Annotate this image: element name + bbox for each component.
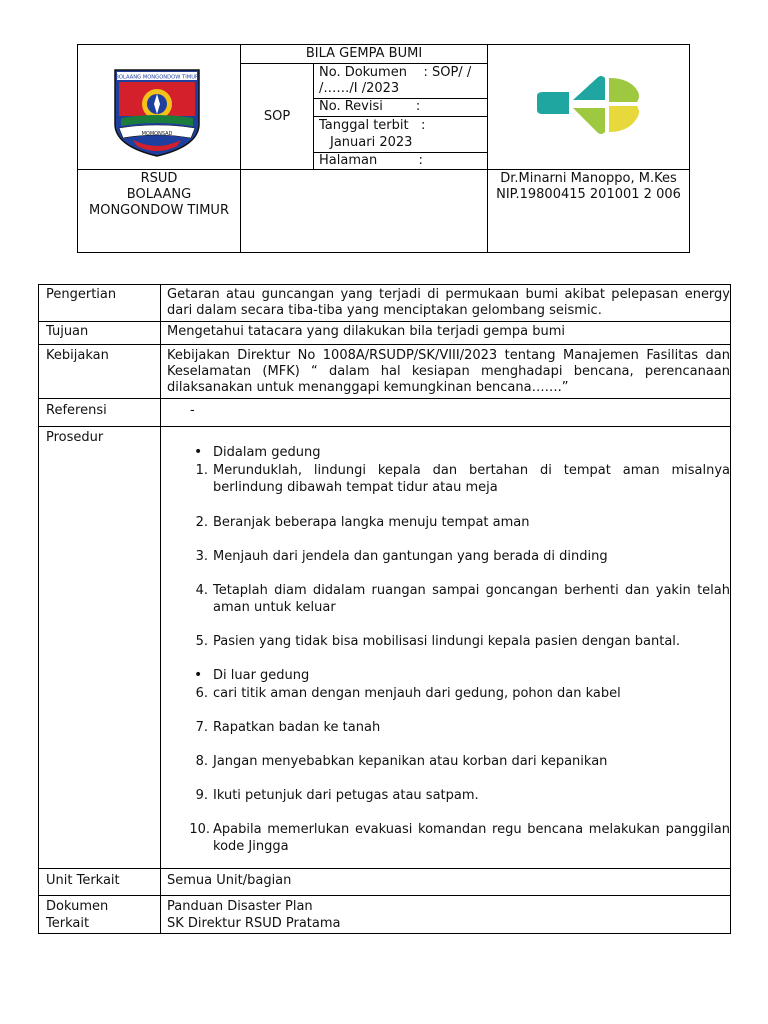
list-item: 9. Ikuti petunjuk dari petugas atau satpam. bbox=[195, 788, 479, 803]
list-item: 6. cari titik aman dengan menjauh dari gedung, pohon dan kabel bbox=[195, 686, 621, 701]
kebijakan-label: Kebijakan bbox=[46, 348, 109, 363]
hospital-name-line2: BOLAANG bbox=[126, 187, 192, 202]
dokumen-terkait-label-1: Dokumen bbox=[46, 899, 109, 914]
hospital-name-line3: MONGONDOW TIMUR bbox=[89, 203, 229, 218]
no-revisi: No. Revisi : bbox=[319, 99, 421, 114]
referensi-label: Referensi bbox=[46, 403, 107, 418]
bullet-indoor-text: Didalam gedung bbox=[213, 445, 321, 460]
list-item: 4. Tetaplah diam didalam ruangan sampai goncangan berhenti dan yakin telah aman untuk keluar bbox=[195, 583, 730, 615]
bullet-outdoor: • Di luar gedung bbox=[190, 667, 730, 684]
bullet-indoor: • Didalam gedung bbox=[190, 444, 730, 461]
unit-terkait-label: Unit Terkait bbox=[46, 873, 120, 888]
regency-logo-icon bbox=[111, 66, 203, 158]
tujuan-label: Tujuan bbox=[46, 324, 89, 339]
dokumen-terkait-text-2: SK Direktur RSUD Pratama bbox=[167, 916, 341, 931]
kebijakan-text: Kebijakan Direktur No 1008A/RSUDP/SK/VIII/2023 tentang Manajemen Fasilitas dan Keselamatan (MFK) “ dalam hal kesiapan menghadapi bencana, perencanaan dilaksanakan untuk menanggapi kemungkinan bencana…….” bbox=[167, 348, 730, 395]
list-item: 8. Jangan menyebabkan kepanikan atau korban dari kepanikan bbox=[195, 754, 608, 769]
bullet-outdoor-text: Di luar gedung bbox=[213, 668, 310, 683]
list-item: 3. Menjauh dari jendela dan gantungan yang berada di dinding bbox=[195, 549, 608, 564]
hospital-name-line1: RSUD bbox=[140, 171, 178, 186]
sop-label: SOP bbox=[263, 109, 291, 124]
pengertian-text: Getaran atau guncangan yang terjadi di permukaan bumi akibat pelepasan energy dari dalam secara tiba-tiba yang menciptakan gelombang seismic. bbox=[167, 287, 730, 318]
kemkes-logo-icon bbox=[533, 70, 643, 140]
signer-nip: NIP.19800415 201001 2 006 bbox=[496, 187, 681, 202]
list-item: 7. Rapatkan badan ke tanah bbox=[195, 720, 381, 735]
list-item: 5. Pasien yang tidak bisa mobilisasi lindungi kepala pasien dengan bantal. bbox=[195, 634, 681, 649]
prosedur-label: Prosedur bbox=[46, 430, 104, 445]
signer-name: Dr.Minarni Manoppo, M.Kes bbox=[500, 171, 677, 186]
logo-ribbon-text: MOMONSAD bbox=[141, 131, 173, 137]
unit-terkait-text: Semua Unit/bagian bbox=[167, 873, 292, 888]
no-dokumen: No. Dokumen : SOP/ / /……/I /2023 bbox=[319, 65, 476, 96]
halaman: Halaman : bbox=[319, 153, 423, 168]
tujuan-text: Mengetahui tatacara yang dilakukan bila terjadi gempa bumi bbox=[167, 324, 566, 339]
tanggal-terbit-value: Januari 2023 bbox=[330, 135, 413, 150]
list-item: 2. Beranjak beberapa langka menuju tempat aman bbox=[195, 515, 530, 530]
pengertian-label: Pengertian bbox=[46, 287, 117, 302]
referensi-text: - bbox=[190, 403, 195, 418]
list-item: 1. Merunduklah, lindungi kepala dan bertahan di tempat aman misalnya berlindung dibawah tempat tidur atau meja bbox=[195, 463, 730, 495]
dokumen-terkait-label-2: Terkait bbox=[46, 916, 90, 931]
document-title: BILA GEMPA BUMI bbox=[305, 46, 423, 61]
tanggal-terbit-label: Tanggal terbit : bbox=[319, 118, 426, 133]
dokumen-terkait-text-1: Panduan Disaster Plan bbox=[167, 899, 313, 914]
logo-banner-text: BOLAANG MONGONDOW TIMUR bbox=[115, 74, 199, 81]
list-item: 10. Apabila memerlukan evakuasi komandan regu bencana melakukan panggilan kode Jingga bbox=[189, 822, 730, 854]
